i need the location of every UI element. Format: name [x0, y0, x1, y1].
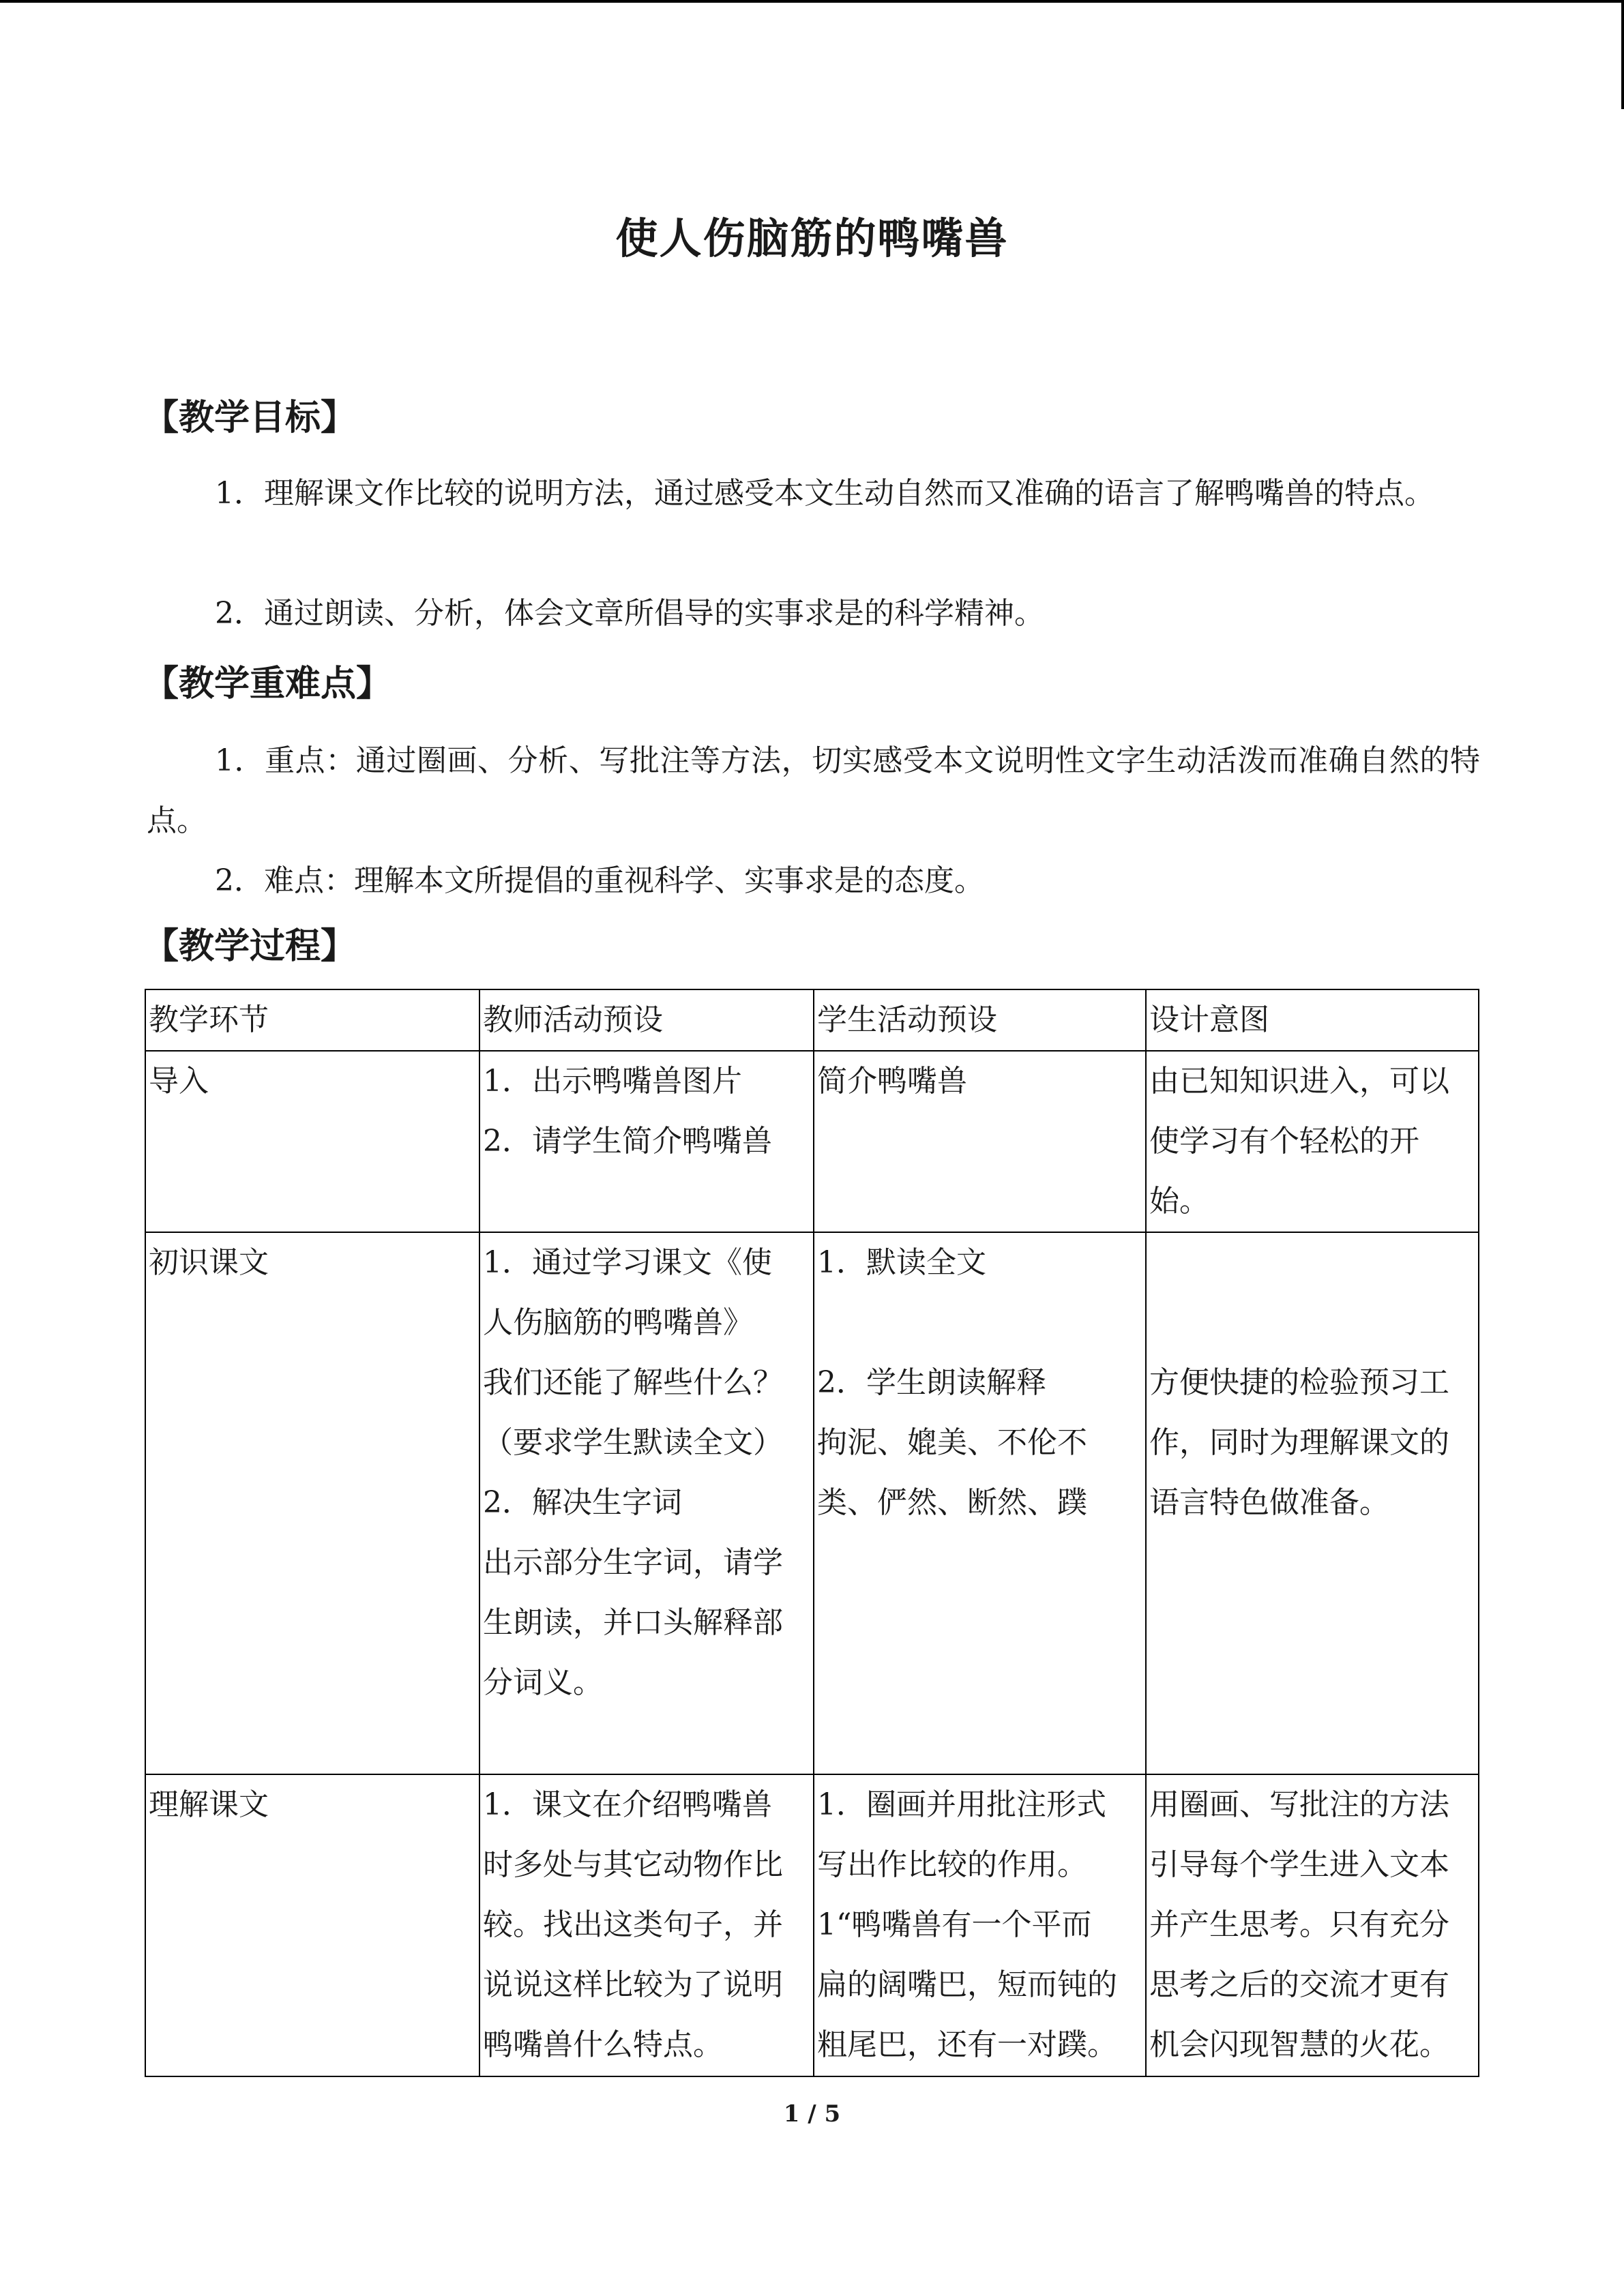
- cell-line: 机会闪现智慧的火花。: [1149, 2027, 1449, 2062]
- goal-item-1: 1．理解课文作比较的说明方法，通过感受本文生动自然而又准确的语言了解鸭嘴兽的特点。: [215, 476, 1434, 511]
- cell-line: 1“鸭嘴兽有一个平而: [817, 1907, 1092, 1942]
- row-teacher-cell: [479, 1051, 814, 1232]
- cell-line: 拘泥、媲美、不伦不: [817, 1425, 1087, 1460]
- row-student-cell: [814, 1232, 1146, 1774]
- row-stage: 初识课文: [145, 1232, 479, 1774]
- row-stage: 导入: [145, 1051, 479, 1232]
- table-row: [145, 1051, 1479, 1232]
- process-heading: 【教学过程】: [143, 925, 357, 967]
- top-border-line: [0, 0, 1624, 3]
- cell-line: 说说这样比较为了说明: [483, 1967, 783, 2002]
- cell-line: 始。: [1149, 1184, 1209, 1219]
- page-title: 使人伤脑筋的鸭嘴兽: [615, 213, 1009, 263]
- difficulties-heading: 【教学重难点】: [143, 663, 392, 704]
- page-indicator: 1 / 5: [783, 2100, 841, 2128]
- cell-line: 由已知知识进入，可以: [1149, 1064, 1449, 1099]
- row-intent-cell: [1146, 1051, 1479, 1232]
- cell-line: 出示部分生字词，请学: [483, 1545, 783, 1580]
- table-header-row: [145, 989, 1479, 1051]
- header-teacher: 教师活动预设: [479, 989, 814, 1051]
- cell-line: 2．请学生简介鸭嘴兽: [483, 1124, 772, 1159]
- cell-line: 1．圈画并用批注形式: [817, 1787, 1106, 1822]
- cell-line: 引导每个学生进入文本: [1149, 1847, 1449, 1882]
- difficulty-item-1: 1．重点：通过圈画、分析、写批注等方法，切实感受本文说明性文字生动活泼而准确自然的特点。: [147, 743, 1480, 838]
- cell-line: （要求学生默读全文）: [483, 1425, 783, 1460]
- cell-line: 我们还能了解些什么？: [483, 1365, 783, 1400]
- cell-line: 1．出示鸭嘴兽图片: [483, 1064, 742, 1099]
- spacer: [817, 1293, 1142, 1353]
- row-teacher-cell: [479, 1232, 814, 1774]
- header-intent: 设计意图: [1146, 989, 1479, 1051]
- cell-line: 思考之后的交流才更有: [1149, 1967, 1449, 2002]
- table-row: [145, 1232, 1479, 1774]
- cell-line: 使学习有个轻松的开: [1149, 1124, 1419, 1159]
- cell-line: 用圈画、写批注的方法: [1149, 1787, 1449, 1822]
- goal-item-2: 2．通过朗读、分析，体会文章所倡导的实事求是的科学精神。: [215, 596, 1044, 631]
- cell-line: 时多处与其它动物作比: [483, 1847, 783, 1882]
- teaching-process-table: [145, 989, 1479, 2077]
- row-intent-cell: [1146, 1774, 1479, 2076]
- spacer: [1149, 1233, 1475, 1293]
- cell-line: 分词义。: [483, 1665, 603, 1700]
- header-student: 学生活动预设: [814, 989, 1146, 1051]
- cell-line: 1．课文在介绍鸭嘴兽: [483, 1787, 772, 1822]
- right-border-line: [1621, 0, 1624, 109]
- cell-line: 方便快捷的检验预习工: [1149, 1365, 1449, 1400]
- cell-line: 1．通过学习课文《使: [483, 1245, 772, 1280]
- cell-line: 2．学生朗读解释: [817, 1365, 1046, 1400]
- cell-line: 鸭嘴兽什么特点。: [483, 2027, 723, 2062]
- goals-heading: 【教学目标】: [143, 397, 357, 438]
- cell-line: 1．默读全文: [817, 1245, 986, 1280]
- row-student-cell: [814, 1051, 1146, 1232]
- cell-line: 生朗读，并口头解释部: [483, 1605, 783, 1640]
- row-stage: 理解课文: [145, 1774, 479, 2076]
- table-row: [145, 1774, 1479, 2076]
- row-teacher-cell: [479, 1774, 814, 2076]
- cell-line: 写出作比较的作用。: [817, 1847, 1087, 1882]
- cell-line: 扁的阔嘴巴，短而钝的: [817, 1967, 1117, 2002]
- cell-line: 人伤脑筋的鸭嘴兽》: [483, 1305, 753, 1340]
- cell-line: 简介鸭嘴兽: [817, 1064, 967, 1099]
- row-intent-cell: [1146, 1232, 1479, 1774]
- cell-line: 较。找出这类句子，并: [483, 1907, 783, 1942]
- cell-line: 2．解决生字词: [483, 1485, 682, 1520]
- cell-line: 粗尾巴，还有一对蹼。: [817, 2027, 1117, 2062]
- difficulty-item-2: 2．难点：理解本文所提倡的重视科学、实事求是的态度。: [215, 863, 984, 898]
- cell-line: 作，同时为理解课文的: [1149, 1425, 1449, 1460]
- cell-line: 语言特色做准备。: [1149, 1485, 1389, 1520]
- spacer: [1149, 1293, 1475, 1353]
- cell-line: 并产生思考。只有充分: [1149, 1907, 1449, 1942]
- header-stage: 教学环节: [145, 989, 479, 1051]
- row-student-cell: [814, 1774, 1146, 2076]
- cell-line: 类、俨然、断然、蹼: [817, 1485, 1087, 1520]
